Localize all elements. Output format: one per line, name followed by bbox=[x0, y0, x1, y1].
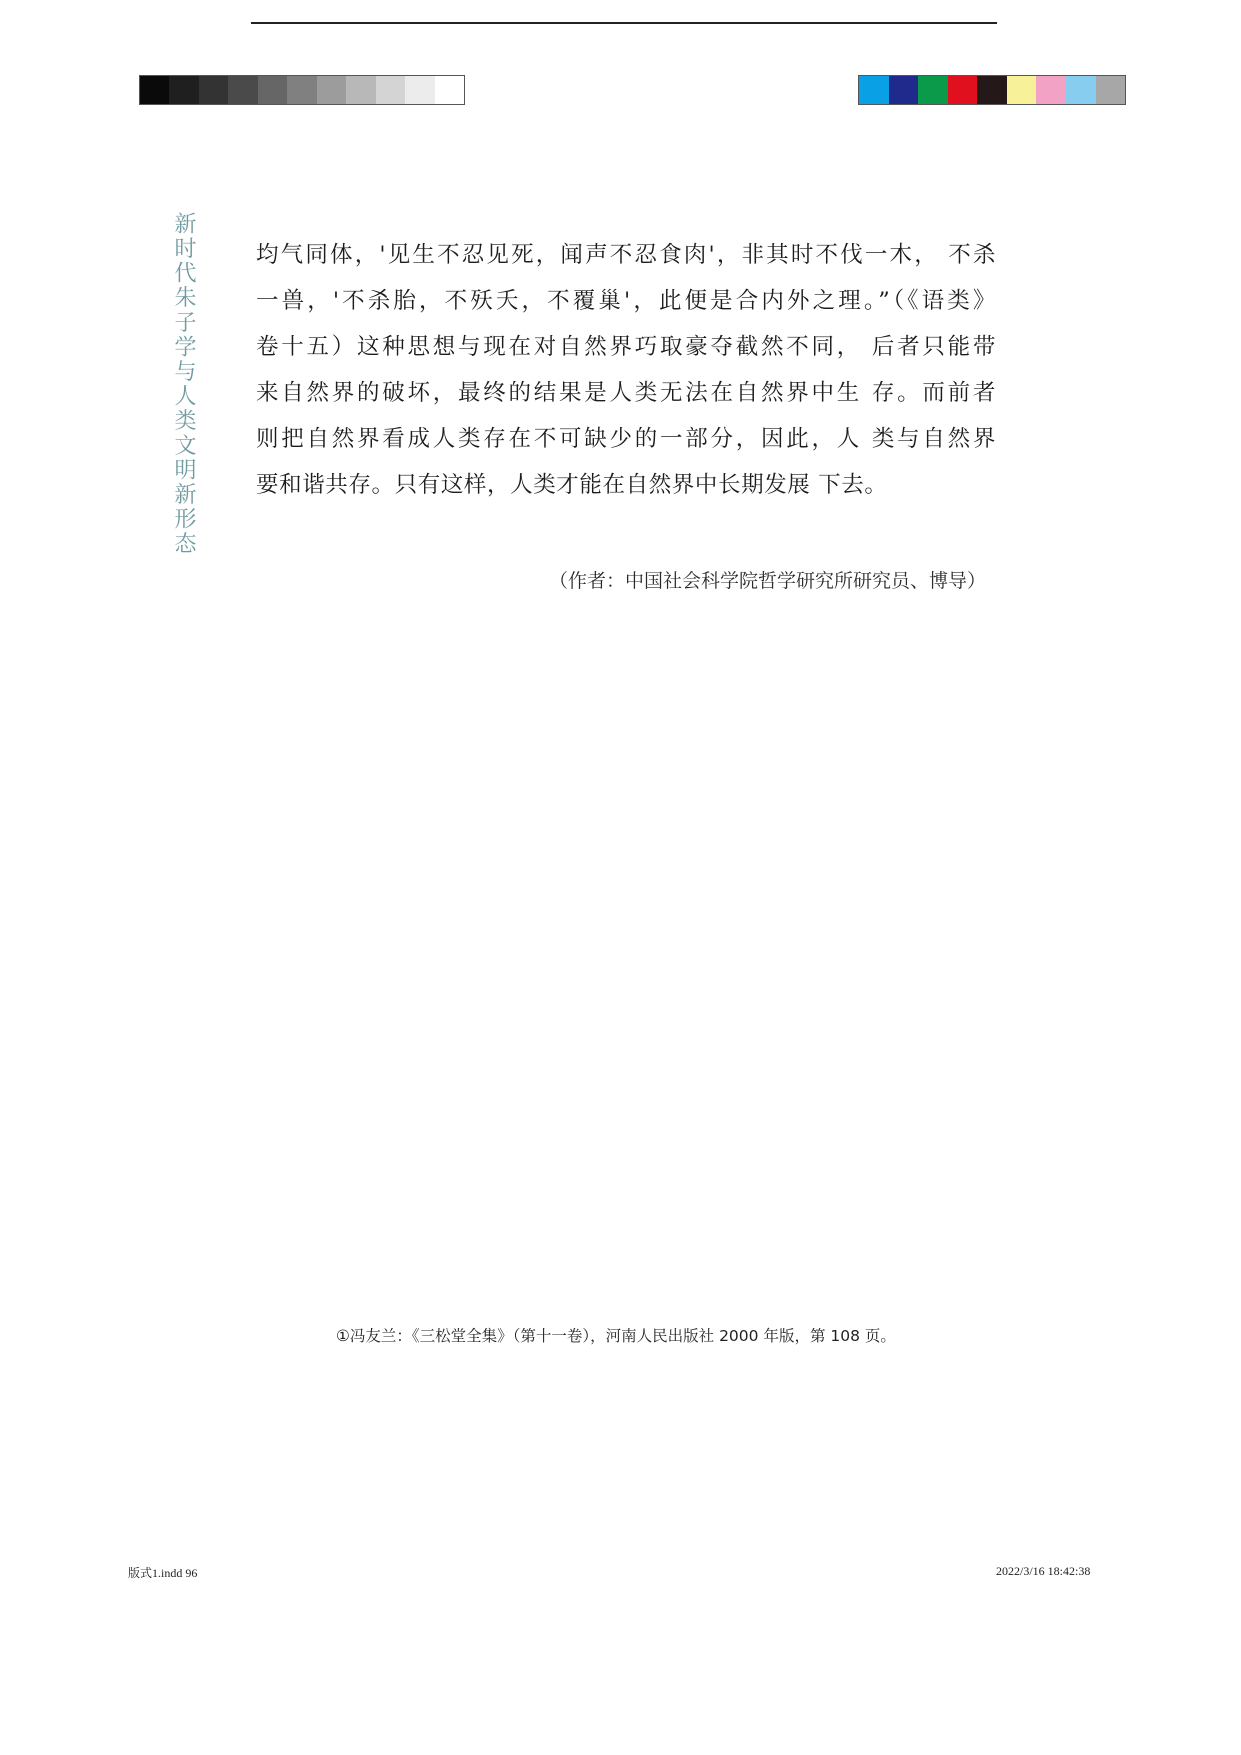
color-swatch bbox=[228, 76, 257, 104]
color-swatch bbox=[948, 76, 978, 104]
body-line: 来自然界的破坏，最终的结果是人类无法在自然界中生 存。而前者 bbox=[256, 380, 996, 406]
color-swatch bbox=[435, 76, 464, 104]
color-swatch bbox=[1036, 76, 1066, 104]
footnote: ①冯友兰：《三松堂全集》（第十一卷），河南人民出版社 2000 年版，第 108 页。 bbox=[336, 1327, 896, 1345]
color-swatch bbox=[918, 76, 948, 104]
color-swatch bbox=[258, 76, 287, 104]
color-swatch bbox=[977, 76, 1007, 104]
slug-timestamp: 2022/3/16 18:42:38 bbox=[996, 1564, 1091, 1578]
color-swatch bbox=[405, 76, 434, 104]
body-line: 一兽，'不杀胎，不殀夭，不覆巢'，此便是合内外之理。”（《语类》 bbox=[256, 288, 996, 314]
author-attribution: （作者：中国社会科学院哲学研究所研究员、博导） bbox=[548, 570, 986, 592]
color-swatch bbox=[287, 76, 316, 104]
body-line: 要和谐共存。只有这样，人类才能在自然界中长期发展 下去。 bbox=[256, 472, 888, 498]
color-swatch bbox=[199, 76, 228, 104]
color-swatch bbox=[1066, 76, 1096, 104]
body-line: 则把自然界看成人类存在不可缺少的一部分，因此，人 类与自然界 bbox=[256, 426, 996, 452]
color-swatch bbox=[346, 76, 375, 104]
color-swatch bbox=[889, 76, 919, 104]
color-swatch bbox=[1096, 76, 1126, 104]
color-swatch bbox=[859, 76, 889, 104]
crop-rule bbox=[251, 22, 997, 24]
body-paragraph bbox=[256, 232, 996, 508]
slug-filename: 版式1.indd 96 bbox=[128, 1566, 198, 1580]
color-swatch bbox=[140, 76, 169, 104]
color-swatch bbox=[376, 76, 405, 104]
body-line: 卷十五）这种思想与现在对自然界巧取豪夺截然不同， 后者只能带 bbox=[256, 334, 996, 360]
running-title: 新时代朱子学与人类文明新形态 bbox=[171, 212, 196, 557]
color-swatch bbox=[169, 76, 198, 104]
color-swatch bbox=[317, 76, 346, 104]
grayscale-color-bar bbox=[139, 75, 465, 105]
body-line: 均气同体，'见生不忍见死，闻声不忍食肉'，非其时不伐一木， 不杀 bbox=[256, 242, 996, 268]
color-swatch bbox=[1007, 76, 1037, 104]
process-color-bar bbox=[858, 75, 1126, 105]
